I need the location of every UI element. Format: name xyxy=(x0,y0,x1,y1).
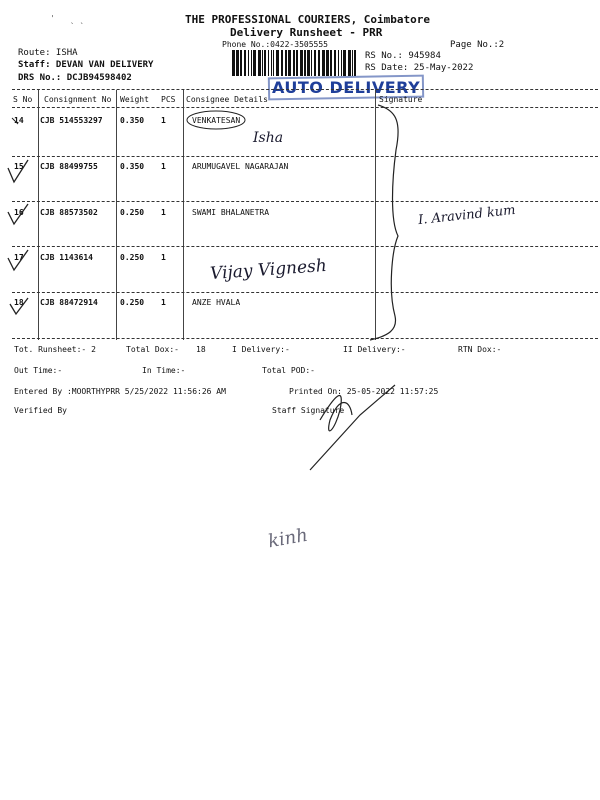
col-header-signature: Signature xyxy=(379,95,423,104)
entered-by: Entered By :MOORTHYPRR 5/25/2022 11:56:26 AM xyxy=(14,387,226,396)
row-sno: 15 xyxy=(14,162,24,171)
i-delivery: I Delivery:- xyxy=(232,345,290,354)
staff: Staff: DEVAN VAN DELIVERY xyxy=(18,60,154,70)
rs-number: RS No.: 945984 xyxy=(365,51,441,61)
row-sno: 14 xyxy=(14,116,24,125)
out-time: Out Time:- xyxy=(14,366,63,375)
row-weight: 0.250 xyxy=(120,253,145,262)
printed-on: Printed On: 25-05-2022 11:57:25 xyxy=(289,387,439,396)
row-pcs: 1 xyxy=(161,298,166,307)
row-weight: 0.350 xyxy=(120,116,145,125)
row-sno: 16 xyxy=(14,208,24,217)
rs-date: RS Date: 25-May-2022 xyxy=(365,63,474,73)
checkmark-icon xyxy=(8,160,28,182)
col-header-pcs: PCS xyxy=(161,95,176,104)
handwritten-signature: I. Aravind kum xyxy=(417,202,517,229)
row-weight: 0.350 xyxy=(120,162,145,171)
tot-runsheet: Tot. Runsheet:- 2 xyxy=(14,345,96,354)
row-consignment: CJB 88472914 xyxy=(40,298,98,307)
col-header-weight: Weight xyxy=(120,95,149,104)
checkmark-icon xyxy=(10,298,28,314)
bracket-mark xyxy=(370,105,398,340)
row-consignee: VENKATESAN xyxy=(192,116,241,125)
rtn-dox: RTN Dox:- xyxy=(458,345,502,354)
row-pcs: 1 xyxy=(161,116,166,125)
document-title: Delivery Runsheet - PRR xyxy=(230,26,383,39)
drs-number: DRS No.: DCJB94598402 xyxy=(18,73,132,83)
checkmark-icon xyxy=(8,204,28,224)
circle-mark xyxy=(187,111,245,129)
total-dox-value: 18 xyxy=(196,345,206,354)
col-header-sno: S No xyxy=(13,95,33,104)
scan-speck: ` ` xyxy=(70,22,85,31)
route: Route: ISHA xyxy=(18,48,78,58)
row-consignment: CJB 88499755 xyxy=(40,162,98,171)
in-time: In Time:- xyxy=(142,366,186,375)
total-pod: Total POD:- xyxy=(262,366,315,375)
checkmark-icon xyxy=(8,250,28,270)
row-consignment: CJB 1143614 xyxy=(40,253,93,262)
handwritten-name: Isha xyxy=(253,130,284,146)
row-weight: 0.250 xyxy=(120,298,145,307)
row-pcs: 1 xyxy=(161,253,166,262)
total-dox-label: Total Dox:- xyxy=(126,345,179,354)
ii-delivery: II Delivery:- xyxy=(343,345,406,354)
row-consignment: CJB 88573502 xyxy=(40,208,98,217)
col-header-consignee: Consignee Details xyxy=(186,95,268,104)
page-number: Page No.:2 xyxy=(450,40,505,50)
tick-mark xyxy=(12,118,18,124)
row-consignee: ARUMUGAVEL NAGARAJAN xyxy=(192,162,289,171)
row-pcs: 1 xyxy=(161,208,166,217)
row-pcs: 1 xyxy=(161,162,166,171)
faint-handwriting: kinh xyxy=(266,524,310,553)
staff-signature-label: Staff Signature xyxy=(272,406,345,415)
row-sno: 17 xyxy=(14,253,24,262)
company-name: THE PROFESSIONAL COURIERS, Coimbatore xyxy=(185,13,431,26)
row-consignee: ANZE HVALA xyxy=(192,298,241,307)
signature-stroke xyxy=(310,385,395,470)
row-weight: 0.250 xyxy=(120,208,145,217)
verified-by: Verified By xyxy=(14,406,67,415)
col-header-consignment: Consignment No xyxy=(44,95,112,104)
row-consignee: SWAMI BHALANETRA xyxy=(192,208,270,217)
handwritten-name: Vijay Vignesh xyxy=(209,255,328,285)
row-consignment: CJB 514553297 xyxy=(40,116,103,125)
phone-number: Phone No.:0422-3505555 xyxy=(222,40,328,49)
auto-delivery-stamp: AUTO DELIVERY xyxy=(272,78,421,97)
scan-speck: ' xyxy=(50,14,55,23)
row-sno: 18 xyxy=(14,298,24,307)
